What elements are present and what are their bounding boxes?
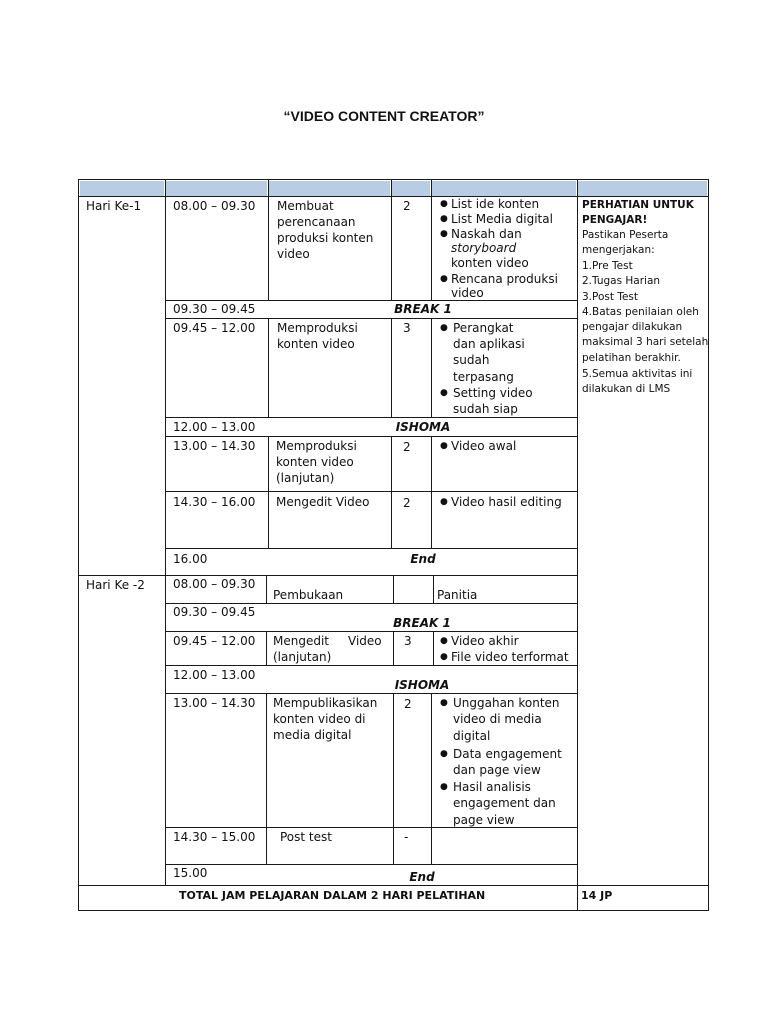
header-cell-2 (166, 181, 267, 196)
day2-time-2: 09.30 – 09.45 (173, 605, 256, 619)
day2-activity-3c: (lanjutan) (273, 650, 332, 664)
day2-end-label: End (409, 870, 435, 884)
day2-break-label: BREAK 1 (393, 616, 451, 630)
bullet-icon: ● (440, 323, 448, 333)
day1-output-3e: Setting video (453, 386, 533, 400)
day1-activity-1d: video (277, 247, 310, 261)
day2-label: Hari Ke -2 (86, 578, 145, 592)
bullet-icon: ● (440, 652, 448, 662)
bullet-icon: ● (440, 229, 448, 239)
day2-output-5a: Unggahan konten (453, 696, 560, 710)
day1-output-1f: Rencana produksi (451, 272, 558, 286)
day1-time-6: 14.30 – 16.00 (173, 495, 256, 509)
day1-output-3f: sudah siap (453, 402, 518, 416)
note-line-1: Pastikan Peserta (582, 229, 669, 241)
day1-output-1d: storyboard (451, 241, 517, 255)
bullet-icon: ● (440, 274, 448, 284)
note-line-5: 3.Post Test (582, 291, 639, 303)
day2-time-5: 13.00 – 14.30 (173, 696, 256, 710)
day2-activity-5a: Mempublikasikan (273, 696, 378, 710)
note-line-4: 2.Tugas Harian (582, 275, 661, 287)
day1-jp-3: 3 (403, 321, 411, 335)
day2-activity-5b: konten video di (273, 712, 366, 726)
day2-activity-1: Pembukaan (273, 588, 344, 602)
day2-time-6: 14.30 – 15.00 (173, 830, 256, 844)
bullet-icon: ● (440, 441, 448, 451)
bullet-icon: ● (440, 497, 448, 507)
note-line-8: maksimal 3 hari setelah (582, 336, 709, 348)
total-value: 14 JP (581, 889, 613, 902)
note-line-3: 1.Pre Test (582, 260, 633, 272)
day2-output-5b: video di media (453, 712, 542, 726)
bullet-icon: ● (440, 782, 448, 792)
day1-activity-5b: konten video (276, 455, 354, 469)
bullet-icon: ● (440, 199, 448, 209)
day2-output-3b: File video terformat (451, 650, 569, 664)
day1-activity-5c: (lanjutan) (276, 471, 335, 485)
header-cell-4 (392, 181, 430, 196)
day1-ishoma-label: ISHOMA (395, 420, 451, 434)
day1-output-6: Video hasil editing (451, 495, 562, 509)
day2-jp-5: 2 (404, 697, 412, 711)
day1-output-1a: List ide konten (451, 197, 540, 211)
day1-label: Hari Ke-1 (86, 199, 142, 213)
day1-output-1e: konten video (451, 256, 529, 270)
bullet-icon: ● (440, 214, 448, 224)
day2-output-5c: digital (453, 729, 491, 743)
day2-time-3: 09.45 – 12.00 (173, 634, 256, 648)
day1-jp-1: 2 (403, 199, 411, 213)
note-line-6: 4.Batas penilaian oleh (582, 306, 699, 318)
day1-activity-1b: perencanaan (277, 215, 356, 229)
day1-output-1c: Naskah dan (451, 227, 522, 241)
day1-output-3c: sudah (453, 353, 490, 367)
day1-output-1b: List Media digital (451, 212, 553, 226)
day2-output-5d: Data engagement (453, 747, 562, 761)
day1-activity-6: Mengedit Video (276, 495, 370, 509)
day2-activity-3b: Video (348, 634, 382, 648)
day1-time-5: 13.00 – 14.30 (173, 439, 256, 453)
day1-jp-5: 2 (403, 440, 411, 454)
note-line-9: pelatihan berakhir. (582, 352, 681, 364)
day1-output-3a: Perangkat (453, 321, 514, 335)
day2-time-4: 12.00 – 13.00 (173, 668, 256, 682)
document-title: “VIDEO CONTENT CREATOR” (283, 108, 485, 124)
bullet-icon: ● (440, 749, 448, 759)
note-heading-2: PENGAJAR! (582, 214, 648, 226)
day1-output-5: Video awal (451, 439, 517, 453)
header-cell-6 (578, 181, 707, 196)
day1-output-1g: video (451, 286, 484, 300)
header-cell-3 (269, 181, 390, 196)
day1-time-1: 08.00 – 09.30 (173, 199, 256, 213)
day2-jp-3: 3 (404, 634, 412, 648)
day2-activity-6: Post test (280, 830, 332, 844)
bullet-icon: ● (440, 636, 448, 646)
bullet-icon: ● (440, 698, 448, 708)
note-line-7: pengajar dilakukan (582, 321, 683, 333)
day2-activity-3a: Mengedit (273, 634, 329, 648)
day2-time-7: 15.00 (173, 866, 208, 880)
header-cell-1 (80, 181, 164, 196)
day1-time-3: 09.45 – 12.00 (173, 321, 256, 335)
day1-activity-1c: produksi konten (277, 231, 374, 245)
day1-end-label: End (410, 552, 436, 566)
note-line-2: mengerjakan: (582, 244, 655, 256)
header-cell-5 (432, 181, 576, 196)
bullet-icon: ● (440, 388, 448, 398)
day1-output-3d: terpasang (453, 370, 514, 384)
day1-activity-3a: Memproduksi (277, 321, 358, 335)
day2-time-1: 08.00 – 09.30 (173, 577, 256, 591)
day2-output-1: Panitia (437, 588, 478, 602)
day2-output-5h: page view (453, 813, 515, 827)
note-line-11: dilakukan di LMS (582, 383, 671, 395)
note-heading-1: PERHATIAN UNTUK (582, 199, 694, 211)
day1-time-2: 09.30 – 09.45 (173, 302, 256, 316)
day1-activity-5a: Memproduksi (276, 439, 357, 453)
day2-ishoma-label: ISHOMA (394, 678, 450, 692)
day2-output-5f: Hasil analisis (453, 780, 531, 794)
note-line-10: 5.Semua aktivitas ini (582, 368, 693, 380)
day1-activity-3b: konten video (277, 337, 355, 351)
day1-break-label: BREAK 1 (394, 302, 452, 316)
day1-jp-6: 2 (403, 496, 411, 510)
day2-output-5e: dan page view (453, 763, 541, 777)
day2-output-3a: Video akhir (451, 634, 519, 648)
day1-time-7: 16.00 (173, 552, 208, 566)
day1-activity-1a: Membuat (277, 199, 334, 213)
day2-activity-5c: media digital (273, 728, 352, 742)
day2-output-5g: engagement dan (453, 796, 556, 810)
total-label: TOTAL JAM PELAJARAN DALAM 2 HARI PELATIHAN (179, 889, 486, 902)
day2-jp-6: - (404, 830, 409, 844)
day1-output-3b: dan aplikasi (453, 337, 525, 351)
day1-time-4: 12.00 – 13.00 (173, 420, 256, 434)
